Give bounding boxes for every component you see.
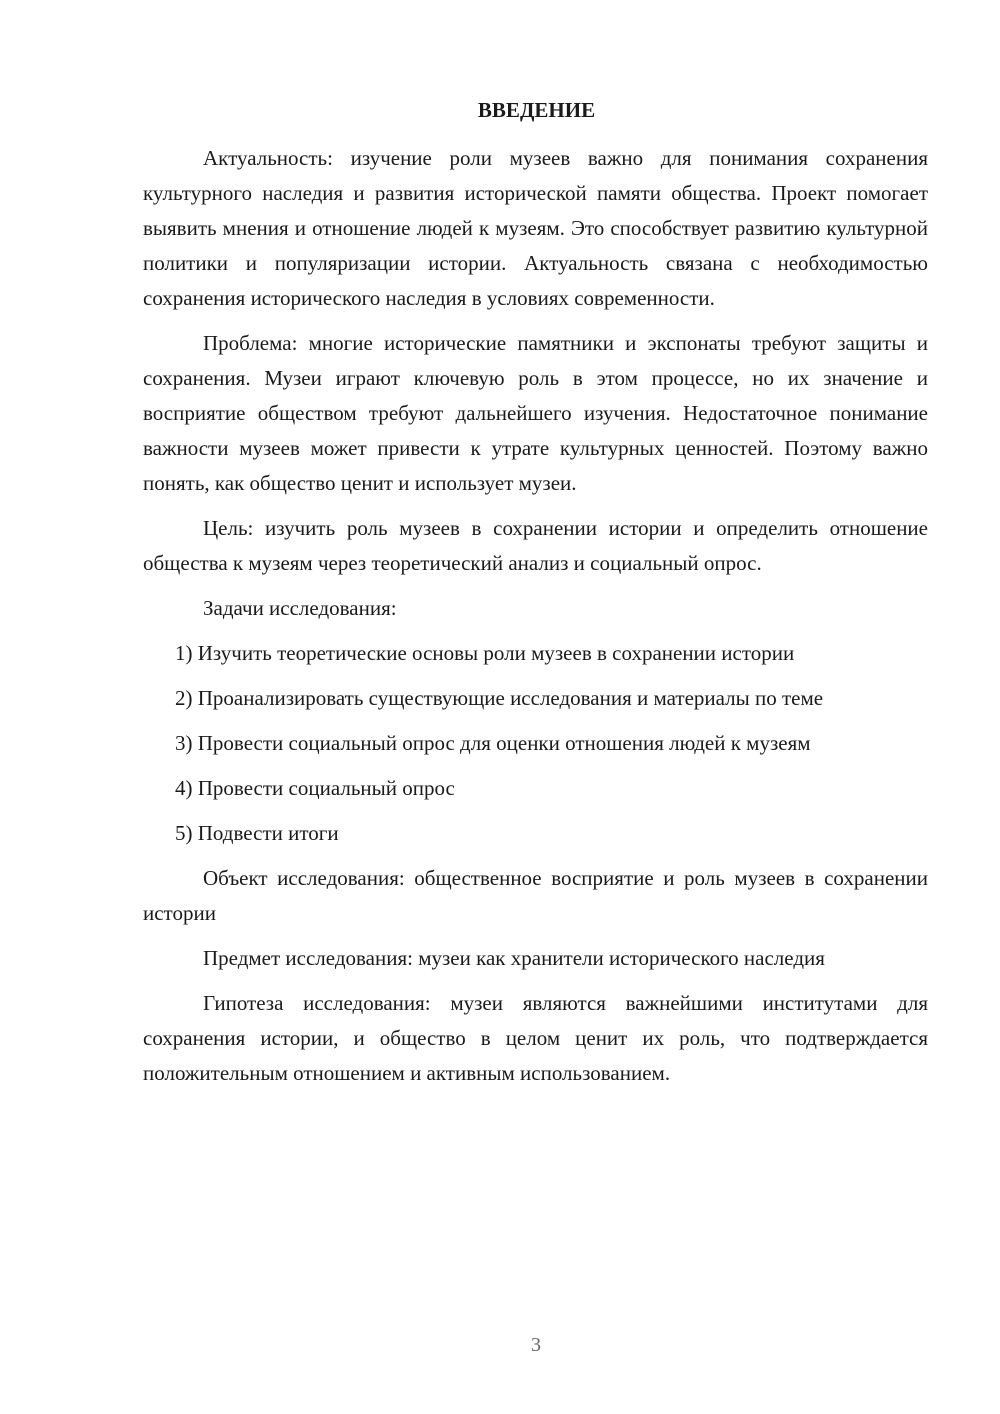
- subject-paragraph: Предмет исследования: музеи как хранители исторического наследия: [203, 946, 825, 970]
- task-item: 3) Провести социальный опрос для оценки отношения людей к музеям: [175, 731, 811, 755]
- task-item: 1) Изучить теоретические основы роли музеев в сохранении истории: [175, 641, 795, 665]
- object-paragraph: Объект исследования: общественное восприятие и роль музеев в сохранении истории: [143, 866, 928, 925]
- goal-paragraph: Цель: изучить роль музеев в сохранении истории и определить отношение общества к музеям через теоретический анализ и социальный опрос.: [143, 516, 928, 575]
- task-item: 2) Проанализировать существующие исследования и материалы по теме: [175, 686, 824, 710]
- page-number: 3: [531, 1334, 541, 1356]
- task-item: 4) Провести социальный опрос: [175, 776, 455, 800]
- tasks-heading: Задачи исследования:: [203, 596, 397, 620]
- problem-paragraph: Проблема: многие исторические памятники и экспонаты требуют защиты и сохранения. Музеи играют ключевую роль в этом процессе, но их значение и восприятие обществом требуют дальнейшего изучения. Недостаточное понимание важности музеев может привести к утрате культурных ценностей. Поэтому важно понять, как общество ценит и использует музеи.: [143, 331, 928, 495]
- section-title: ВВЕДЕНИЕ: [477, 98, 596, 122]
- document-body: [143, 94, 928, 1101]
- task-item: 5) Подвести итоги: [175, 821, 339, 845]
- relevance-paragraph: Актуальность: изучение роли музеев важно для понимания сохранения культурного наследия и развития исторической памяти общества. Проект помогает выявить мнения и отношение людей к музеям. Это способствует развитию культурной политики и популяризации истории. Актуальность связана с необходимостью сохранения исторического наследия в условиях современности.: [143, 146, 928, 310]
- hypothesis-paragraph: Гипотеза исследования: музеи являются важнейшими институтами для сохранения истории, и общество в целом ценит их роль, что подтверждается положительным отношением и активным использованием.: [143, 991, 928, 1085]
